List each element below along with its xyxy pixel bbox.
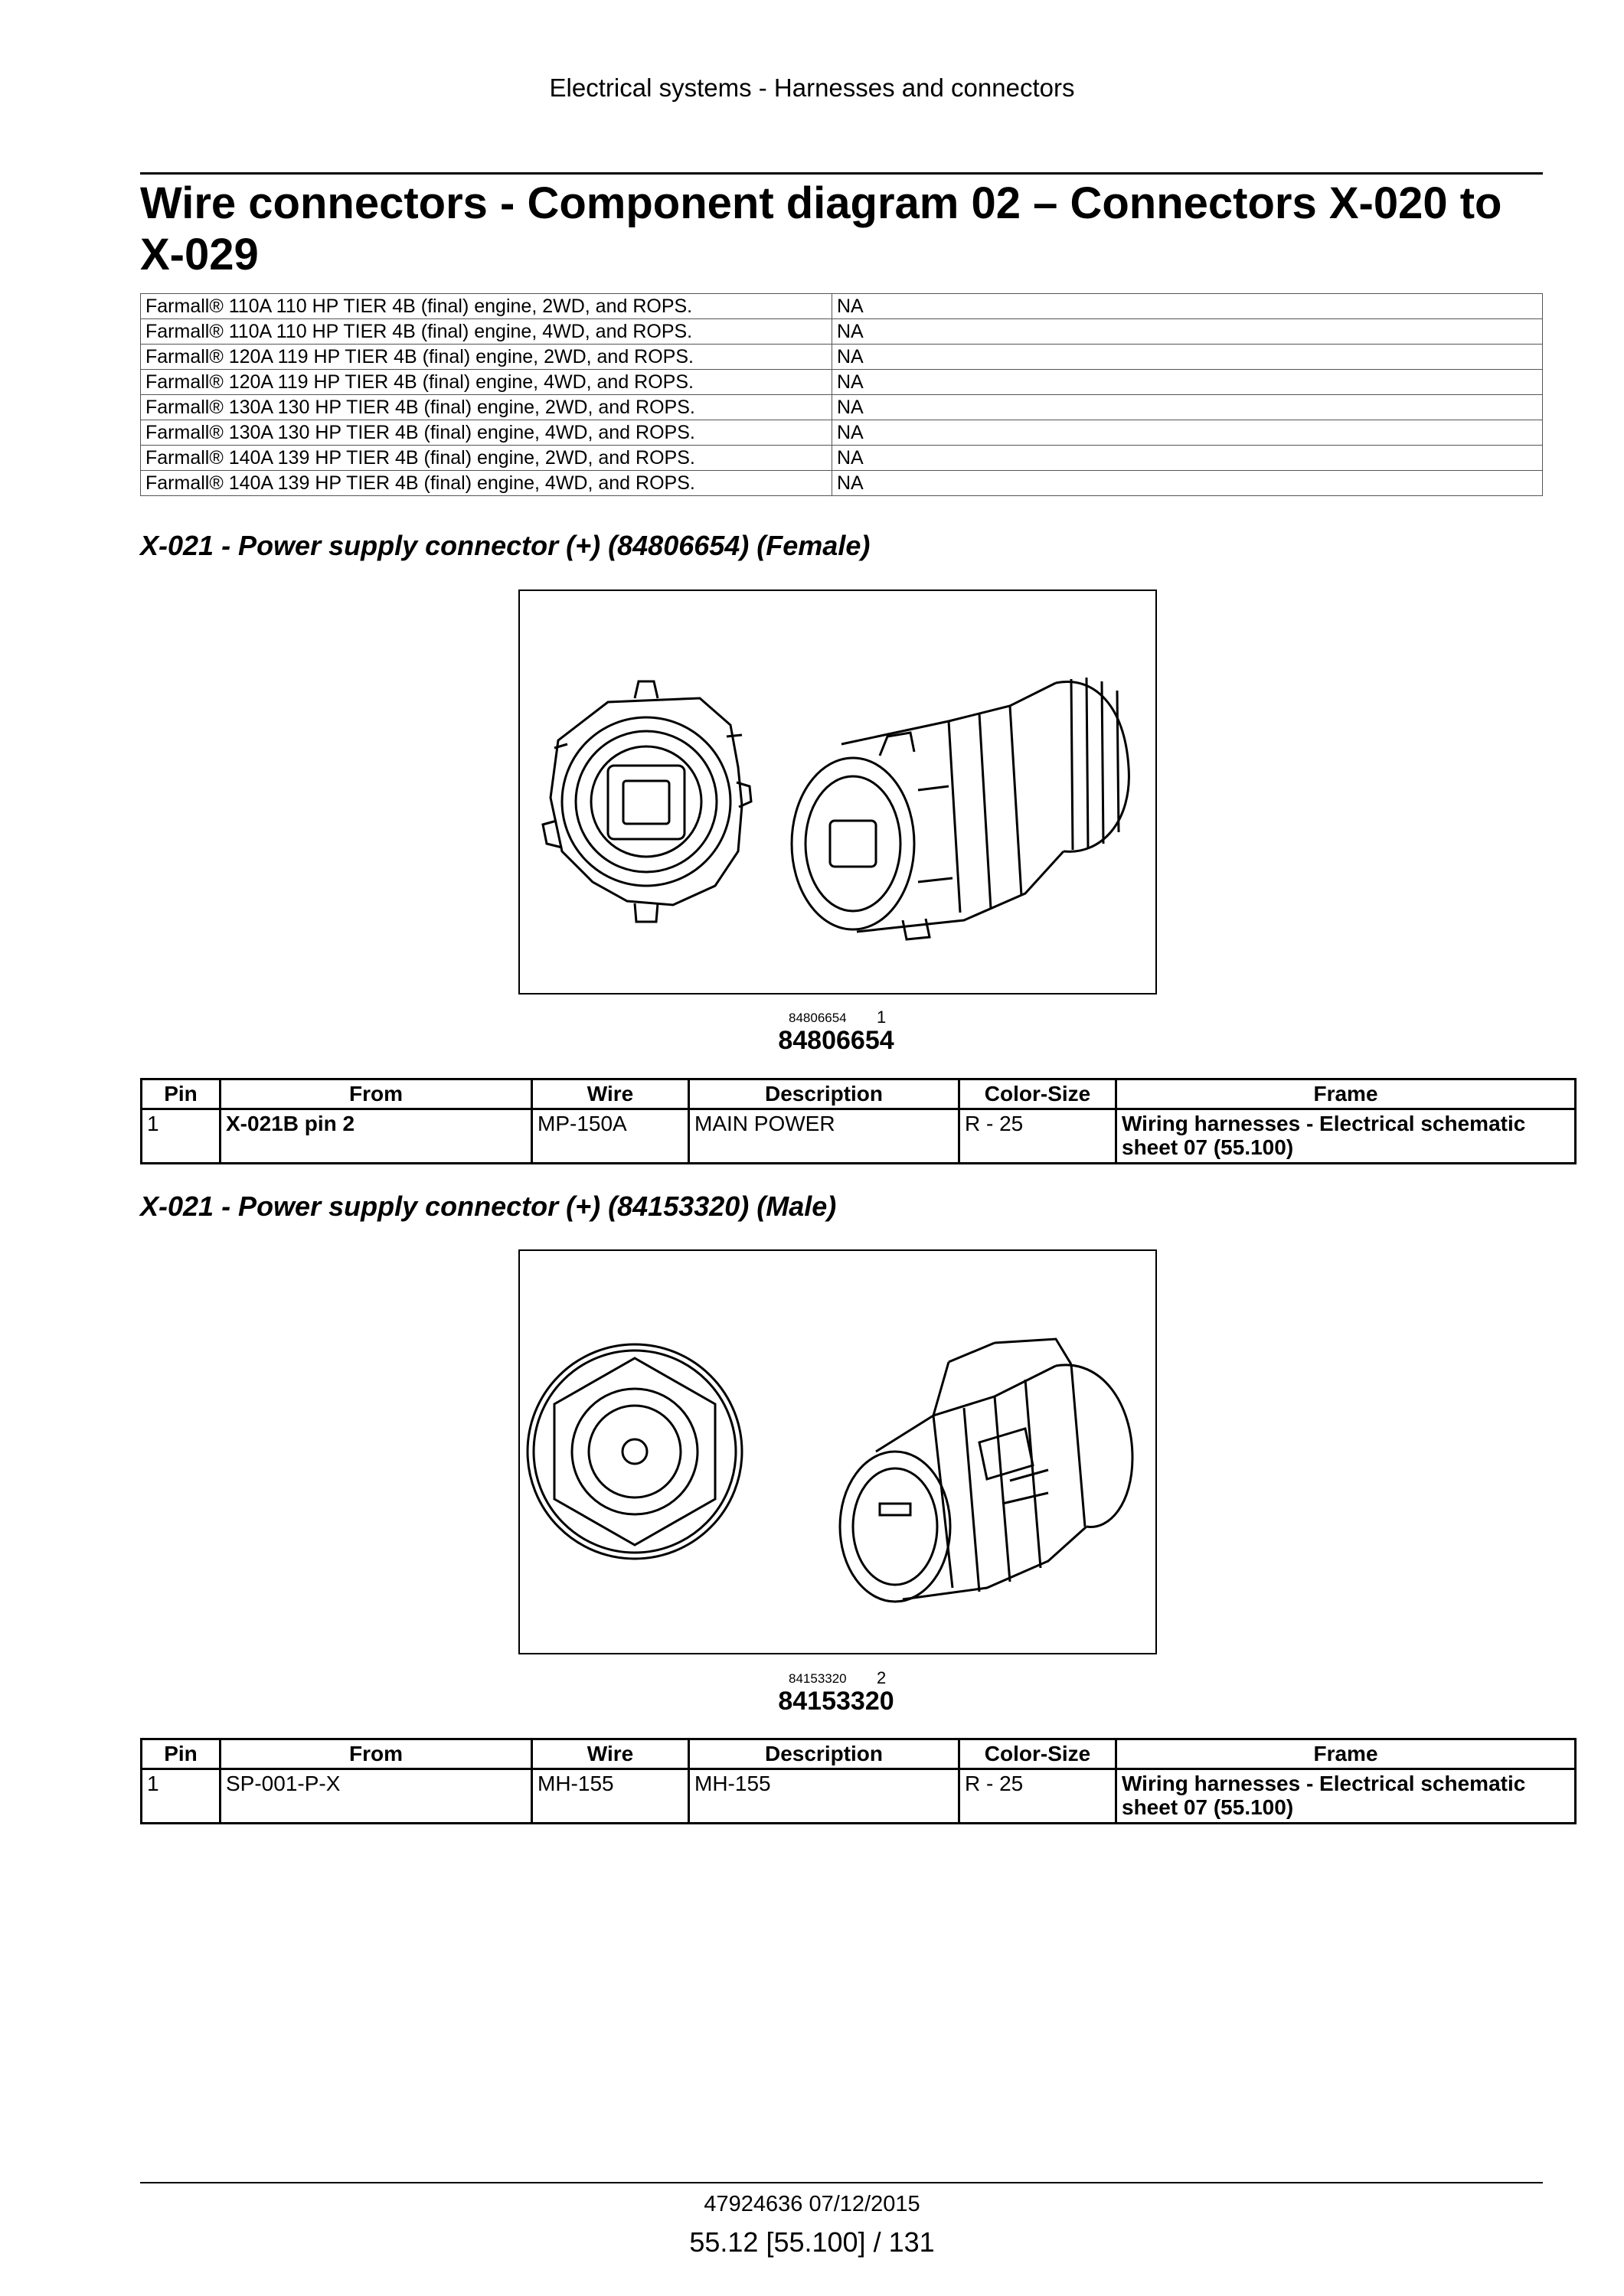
color-size-cell: R - 25 xyxy=(959,1109,1116,1164)
value-cell: NA xyxy=(832,471,1543,496)
model-cell: Farmall® 140A 139 HP TIER 4B (final) engine, 4WD, and ROPS. xyxy=(141,471,832,496)
table-row xyxy=(141,446,1543,471)
connector-figure-female xyxy=(518,590,1157,994)
header-from: From xyxy=(221,1079,532,1109)
description-cell: MH-155 xyxy=(689,1769,959,1824)
pin-cell: 1 xyxy=(142,1769,221,1824)
frame-link[interactable]: Wiring harnesses - Electrical schematic sheet 07 (55.100) xyxy=(1116,1769,1576,1824)
header-wire: Wire xyxy=(532,1079,689,1109)
model-cell: Farmall® 120A 119 HP TIER 4B (final) engine, 2WD, and ROPS. xyxy=(141,345,832,370)
connector-figure-male xyxy=(518,1249,1157,1654)
table-header-row xyxy=(142,1079,1576,1109)
page-title: Wire connectors - Component diagram 02 – Connectors X-020 to X-029 xyxy=(140,178,1502,279)
from-cell: X-021B pin 2 xyxy=(221,1109,532,1164)
table-header-row xyxy=(142,1739,1576,1769)
female-connector-drawing xyxy=(520,591,1155,993)
model-cell: Farmall® 140A 139 HP TIER 4B (final) engine, 2WD, and ROPS. xyxy=(141,446,832,471)
table-row xyxy=(141,395,1543,420)
color-size-cell: R - 25 xyxy=(959,1769,1116,1824)
header-frame: Frame xyxy=(1116,1739,1576,1769)
figure-caption-code: 84806654 xyxy=(789,1011,847,1025)
header-description: Description xyxy=(689,1079,959,1109)
description-cell: MAIN POWER xyxy=(689,1109,959,1164)
from-cell: SP-001-P-X xyxy=(221,1769,532,1824)
value-cell: NA xyxy=(832,319,1543,345)
wire-cell: MH-155 xyxy=(532,1769,689,1824)
header-color-size: Color-Size xyxy=(959,1079,1116,1109)
male-connector-drawing xyxy=(520,1251,1155,1653)
header-color-size: Color-Size xyxy=(959,1739,1116,1769)
value-cell: NA xyxy=(832,446,1543,471)
running-header: Electrical systems - Harnesses and connectors xyxy=(549,73,1075,102)
model-cell: Farmall® 110A 110 HP TIER 4B (final) engine, 4WD, and ROPS. xyxy=(141,319,832,345)
header-description: Description xyxy=(689,1739,959,1769)
header-rule xyxy=(140,172,1543,175)
model-cell: Farmall® 130A 130 HP TIER 4B (final) engine, 4WD, and ROPS. xyxy=(141,420,832,446)
header-wire: Wire xyxy=(532,1739,689,1769)
value-cell: NA xyxy=(832,370,1543,395)
pin-table xyxy=(140,1078,1577,1164)
model-cell: Farmall® 130A 130 HP TIER 4B (final) engine, 2WD, and ROPS. xyxy=(141,395,832,420)
model-cell: Farmall® 110A 110 HP TIER 4B (final) engine, 2WD, and ROPS. xyxy=(141,294,832,319)
figure-caption-number: 2 xyxy=(877,1668,887,1687)
table-row xyxy=(141,319,1543,345)
header-pin: Pin xyxy=(142,1739,221,1769)
section-heading: X-021 - Power supply connector (+) (84806654) (Female) xyxy=(140,530,871,561)
header-pin: Pin xyxy=(142,1079,221,1109)
value-cell: NA xyxy=(832,345,1543,370)
table-row xyxy=(142,1769,1576,1824)
model-cell: Farmall® 120A 119 HP TIER 4B (final) engine, 4WD, and ROPS. xyxy=(141,370,832,395)
section-heading: X-021 - Power supply connector (+) (84153320) (Male) xyxy=(140,1190,837,1222)
figure-label: 84806654 xyxy=(778,1026,894,1055)
pin-cell: 1 xyxy=(142,1109,221,1164)
figure-caption-number: 1 xyxy=(877,1008,887,1027)
table-row xyxy=(141,345,1543,370)
value-cell: NA xyxy=(832,395,1543,420)
table-row xyxy=(141,420,1543,446)
footer-document-id: 47924636 07/12/2015 xyxy=(704,2192,920,2216)
frame-link[interactable]: Wiring harnesses - Electrical schematic sheet 07 (55.100) xyxy=(1116,1109,1576,1164)
value-cell: NA xyxy=(832,294,1543,319)
pin-table xyxy=(140,1738,1577,1824)
table-row xyxy=(141,471,1543,496)
header-frame: Frame xyxy=(1116,1079,1576,1109)
footer-rule xyxy=(140,2182,1543,2183)
table-row xyxy=(141,370,1543,395)
model-applicability-table xyxy=(140,293,1543,496)
figure-label: 84153320 xyxy=(778,1687,894,1716)
value-cell: NA xyxy=(832,420,1543,446)
footer-page-number: 55.12 [55.100] / 131 xyxy=(689,2226,935,2258)
table-row xyxy=(142,1109,1576,1164)
header-from: From xyxy=(221,1739,532,1769)
table-row xyxy=(141,294,1543,319)
wire-cell: MP-150A xyxy=(532,1109,689,1164)
figure-caption-code: 84153320 xyxy=(789,1671,847,1686)
